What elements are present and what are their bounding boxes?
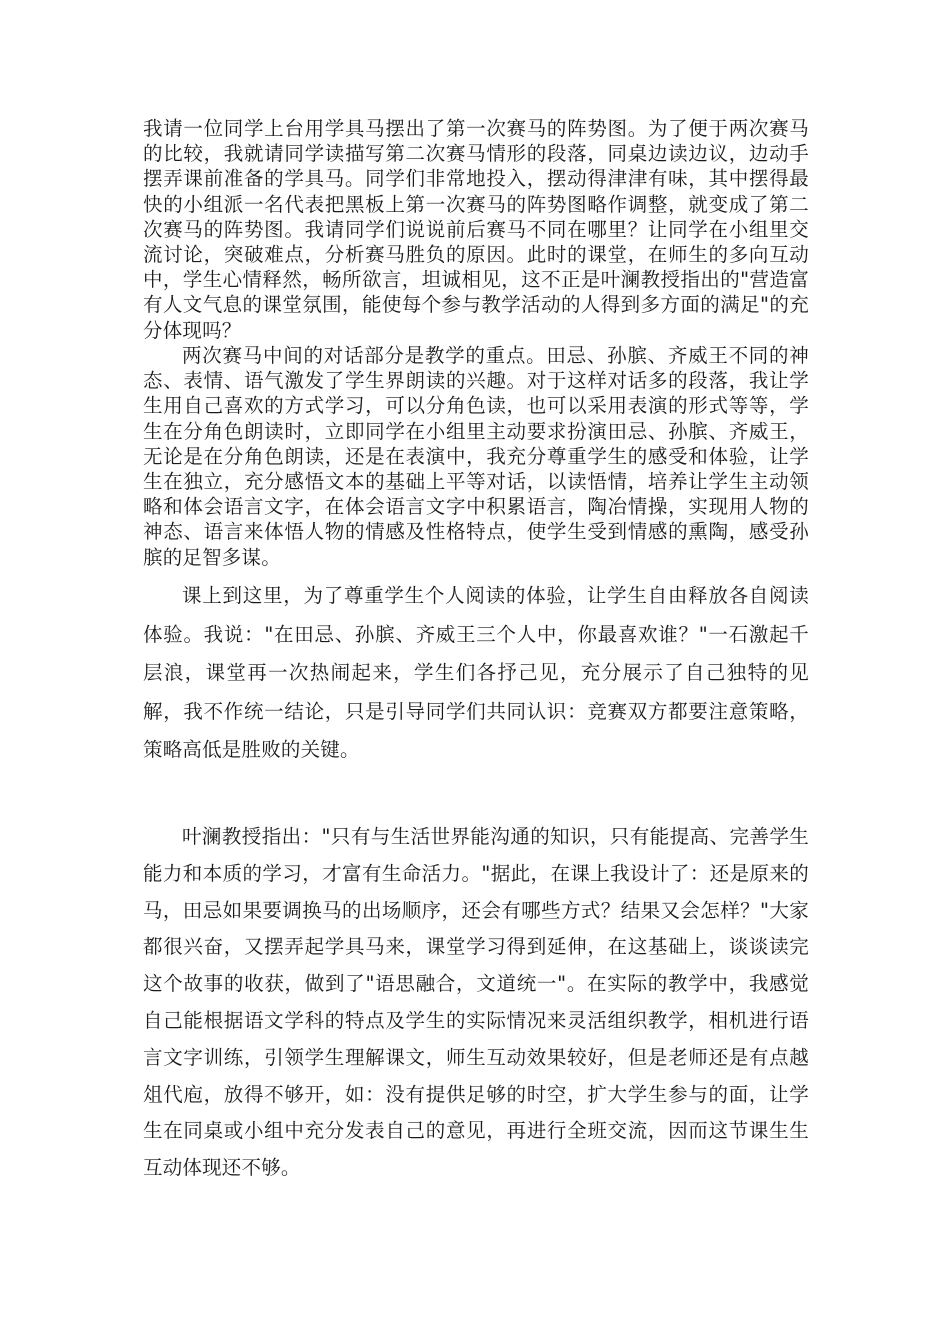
paragraph-2: 两次赛马中间的对话部分是教学的重点。田忌、孙膑、齐威王不同的神态、表情、语气激发了学生界朗读的兴趣。对于这样对话多的段落，我让学生用自己喜欢的方式学习，可以分角色读，也可以采用表演的形式等等，学生在分角色朗读时，立即同学在小组里主动要求扮演田忌、孙膑、齐威王，无论是在分角色朗读，还是在表演中，我充分尊重学生的感受和体验，让学生在独立，充分感悟文本的基础上平等对话，以读悟情，培养让学生主动领略和体会语言文字，在体会语言文字中积累语言，陶冶情操，实现用人物的神态、语言来体悟人物的情感及性格特点，使学生受到情感的熏陶，感受孙膑的足智多谋。 xyxy=(143,344,809,569)
paragraph-1: 我请一位同学上台用学具马摆出了第一次赛马的阵势图。为了便于两次赛马的比较，我就请同学读描写第二次赛马情形的段落，同桌边读边议，边动手摆弄课前准备的学具马。同学们非常地投入，摆动得津津有味，其中摆得最快的小组派一名代表把黑板上第一次赛马的阵势图略作调整，就变成了第二次赛马的阵势图。我请同学们说说前后赛马不同在哪里？让同学在小组里交流讨论，突破难点，分析赛马胜负的原因。此时的课堂，在师生的多向互动中，学生心情释然，畅所欲言，坦诚相见，这不正是叶澜教授指出的"营造富有人文气息的课堂氛围，能使每个参与教学活动的人得到多方面的满足"的充分体现吗？ xyxy=(143,117,809,342)
paragraph-4: 叶澜教授指出："只有与生活世界能沟通的知识，只有能提高、完善学生能力和本质的学习，才富有生命活力。"据此，在课上我设计了：还是原来的马，田忌如果要调换马的出场顺序，还会有哪些方式？结果又会怎样？"大家都很兴奋，又摆弄起学具马来，课堂学习得到延伸，在这基础上，谈谈读完这个故事的收获，做到了"语思融合，文道统一"。在实际的教学中，我感觉自己能根据语文学科的特点及学生的实际情况来灵活组织教学，相机进行语言文字训练，引领学生理解课文，师生互动效果较好，但是老师还是有点越俎代庖，放得不够开，如：没有提供足够的时空，扩大学生参与的面，让学生在同桌或小组中充分发表自己的意见，再进行全班交流，因而这节课生生互动体现还不够。 xyxy=(143,825,809,1180)
paragraph-3: 课上到这里，为了尊重学生个人阅读的体验，让学生自由释放各自阅读体验。我说："在田忌、孙膑、齐威王三个人中，你最喜欢谁？"一石激起千层浪，课堂再一次热闹起来，学生们各抒己见，充分展示了自己独特的见解，我不作统一结论，只是引导同学们共同认识：竞赛双方都要注意策略，策略高低是胜败的关键。 xyxy=(143,584,809,761)
